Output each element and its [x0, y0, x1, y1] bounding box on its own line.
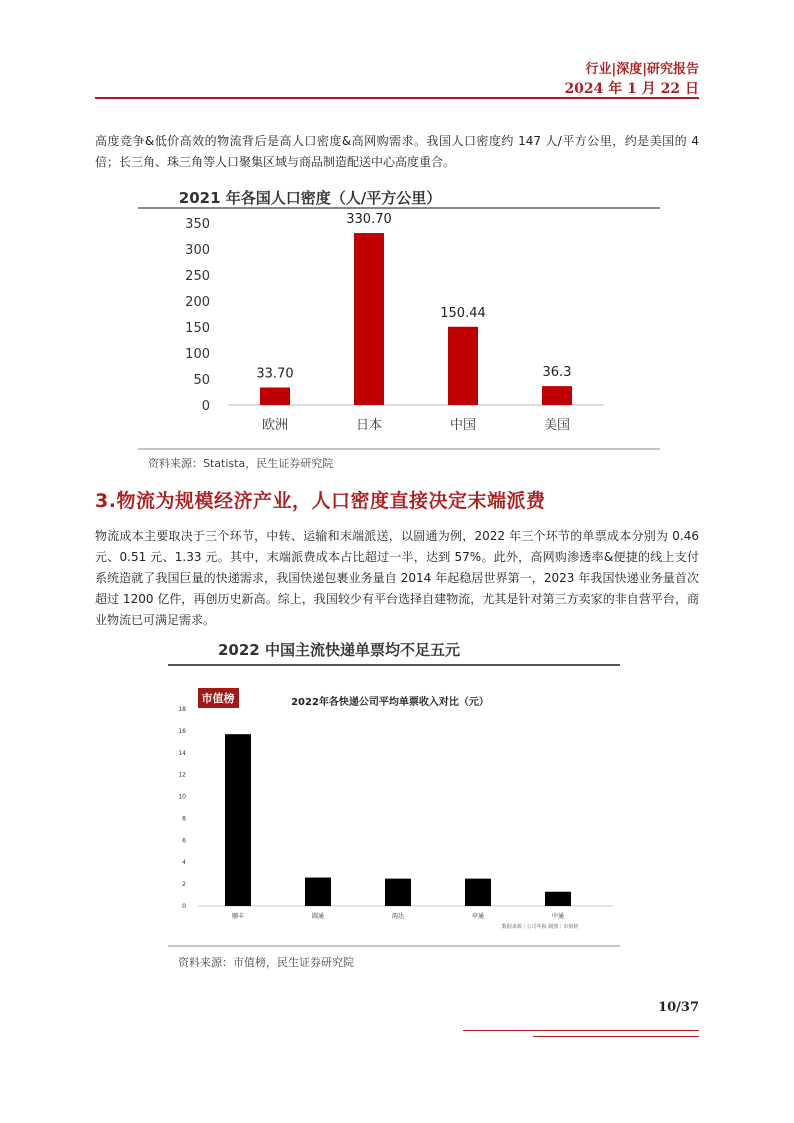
bar	[385, 879, 411, 906]
data-label: 33.70	[256, 366, 294, 382]
chart-subtitle: 2022年各快递公司平均单票收入对比（元）	[291, 697, 489, 708]
data-label: 150.44	[440, 305, 486, 321]
paragraph-population-density: 高度竞争&低价高效的物流背后是高人口密度&高网购需求。我国人口密度约 147 人/平方公里，约是美国的 4 倍；长三角、珠三角等人口聚集区域与商品制造配送中心高度重合。	[95, 134, 699, 169]
chart-title: 2022 中国主流快递单票均不足五元	[218, 641, 460, 659]
report-category: 行业|深度|研究报告	[585, 62, 699, 77]
footer-divider	[463, 1030, 699, 1031]
data-label: 330.70	[346, 212, 392, 228]
express-unit-revenue-chart	[168, 636, 620, 951]
paragraph-logistics-cost: 物流成本主要取决于三个环节，中转、运输和末端派送，以圆通为例，2022 年三个环节的单票成本分别为 0.46 元、0.51 元、1.33 元。其中，末端派费成本占比超过一半，达到 57%。此外，高网购渗透率&便捷的线上支付系统造就了我国巨量的快递需求，我国快递包裹业务量自 2014 年起稳居世界第一，2023 年我国快递业务量首次超过 1200 亿件，再创历史新高。综上，我国较少有平台选择自建物流，尤其是针对第三方卖家的非自营平台，商业物流已可满足需求。	[95, 529, 699, 627]
bar	[542, 386, 572, 405]
x-tick-label: 日本	[355, 418, 383, 433]
x-tick-label: 中国	[449, 418, 477, 433]
y-tick-label: 300	[185, 243, 210, 258]
x-tick-label: 中通	[551, 913, 565, 920]
bar	[448, 327, 478, 405]
bar	[225, 734, 251, 906]
y-tick-label: 250	[185, 269, 210, 284]
y-tick-label: 0	[182, 903, 186, 910]
y-tick-label: 14	[178, 749, 186, 757]
bar	[260, 387, 290, 405]
y-tick-label: 350	[185, 217, 210, 232]
y-tick-label: 200	[185, 295, 210, 310]
x-tick-label: 申通	[471, 913, 485, 920]
population-density-chart	[138, 183, 660, 453]
y-tick-label: 150	[185, 321, 210, 336]
footer-divider-short	[533, 1036, 699, 1037]
x-tick-label: 韵达	[391, 913, 405, 920]
y-tick-label: 100	[185, 347, 210, 362]
y-tick-label: 2	[182, 881, 186, 889]
y-tick-label: 12	[178, 771, 186, 779]
chart-footnote: 数据来源｜公司年报 制图｜市值榜	[501, 924, 579, 930]
bar	[305, 878, 331, 906]
y-tick-label: 8	[182, 815, 186, 823]
bar	[465, 879, 491, 906]
x-tick-label: 圆通	[311, 913, 325, 920]
y-tick-label: 0	[201, 399, 210, 414]
page-number: 10/37	[658, 1000, 699, 1015]
report-date: 2024 年 1 月 22 日	[564, 81, 699, 97]
y-tick-label: 10	[178, 793, 186, 801]
header-divider	[95, 97, 699, 99]
y-tick-label: 18	[178, 706, 186, 713]
chart1-source: 资料来源：Statista，民生证券研究院	[148, 457, 334, 470]
y-tick-label: 16	[178, 727, 186, 735]
chart2-source: 资料来源：市值榜，民生证券研究院	[178, 956, 354, 969]
brand-badge-text: 市值榜	[201, 692, 235, 705]
x-tick-label: 欧洲	[261, 418, 289, 433]
bar	[545, 892, 571, 906]
y-tick-label: 50	[193, 373, 210, 388]
y-tick-label: 6	[182, 837, 186, 845]
x-tick-label: 顺丰	[231, 913, 245, 920]
data-label: 36.3	[542, 365, 572, 381]
x-tick-label: 美国	[543, 418, 571, 433]
bar	[354, 233, 384, 405]
chart-title: 2021 年各国人口密度（人/平方公里）	[178, 189, 442, 207]
section-heading: 3.物流为规模经济产业，人口密度直接决定末端派费	[95, 490, 546, 512]
y-tick-label: 4	[182, 859, 186, 867]
